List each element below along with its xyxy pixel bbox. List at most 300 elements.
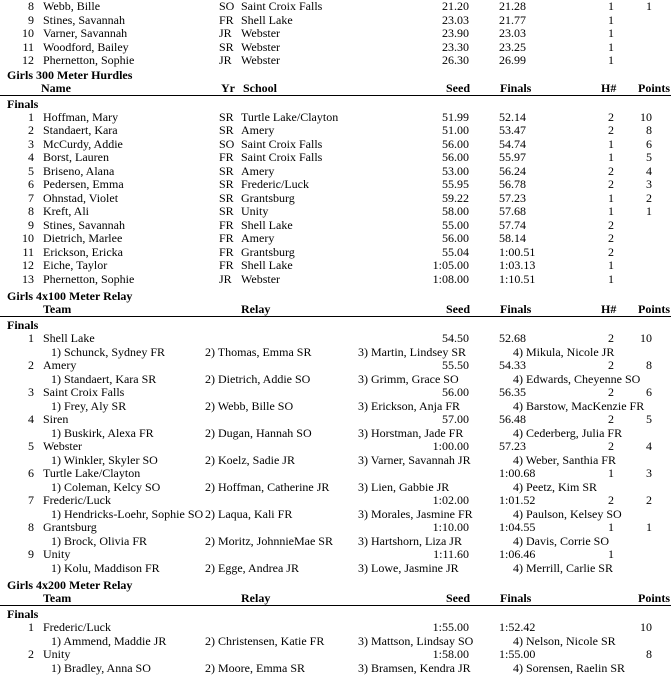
finals-time: 54.74 [499,136,526,151]
place: 8 [28,0,34,13]
team-name: Grantsburg [43,520,97,534]
finals-time: 1:04.55 [499,520,536,534]
relay-team-row [0,386,671,400]
heat-number: 1 [608,547,614,561]
seed-time: 56.00 [442,385,469,399]
place: 6 [28,466,34,480]
relay-leg-4: 4) Barstow, MacKenzie FR [513,398,645,413]
relay-leg-2: 2) Dietrich, Addie SO [205,371,311,386]
athlete-name: Hoffman, Mary [43,109,119,124]
finals-time: 1:55.00 [499,647,536,661]
relay200-results-list [0,621,671,675]
athlete-name: Briseno, Alana [43,163,115,178]
seed-time: 1:10.00 [432,520,469,534]
school-name: Saint Croix Falls [241,136,323,151]
relay-leg-4: 4) Edwards, Cheyenne SO [513,371,641,386]
team-name: Siren [43,412,69,426]
relay-leg-1: 1) Ammend, Maddie JR [51,633,167,648]
athlete-name: Pedersen, Emma [43,177,124,191]
place: 2 [28,358,34,372]
place: 7 [28,493,34,507]
place: 13 [22,271,34,286]
heat-number: 1 [608,136,614,151]
seed-time: 56.00 [442,150,469,164]
seed-time: 1:58.00 [432,647,469,661]
class-year: FR [219,244,234,259]
finals-time: 1:01.52 [499,493,536,507]
relay-leg-2: 2) Christensen, Katie FR [205,633,325,648]
relay-members-row [0,427,671,441]
result-row [0,205,671,219]
place: 9 [28,217,34,232]
heat-number: 1 [608,466,614,480]
class-year: JR [219,53,232,67]
class-year: SO [219,0,235,13]
round-label-finals: Finals [7,318,39,332]
result-row [0,165,671,179]
relay-leg-2: 2) Laqua, Kali FR [205,506,293,521]
header-name: Name [41,80,71,95]
result-row [0,259,671,273]
finals-time: 23.03 [499,26,526,40]
place: 10 [22,231,34,245]
finals-time: 52.68 [499,331,526,345]
athlete-name: Standaert, Kara [43,123,118,137]
relay-leg-2: 2) Moritz, JohnnieMae SR [205,533,333,548]
school-name: Shell Lake [241,217,293,232]
school-name: Frederic/Luck [241,177,309,191]
team-name: Webster [43,439,83,453]
seed-time: 53.00 [442,163,469,178]
header-points: Points [638,591,671,605]
relay-leg-4: 4) Mikula, Nicole JR [513,344,615,359]
relay-leg-3: 3) Horstman, Jade FR [358,425,464,440]
seed-time: 57.00 [442,412,469,426]
seed-time: 1:02.00 [432,493,469,507]
seed-time: 55.00 [442,217,469,232]
relay-leg-2: 2) Hoffman, Catherine JR [205,479,330,494]
relay-leg-1: 1) Brock, Olivia FR [51,533,147,548]
result-row [0,178,671,192]
relay100-results-list [0,332,671,575]
school-name: Amery [241,123,275,137]
relay-leg-4: 4) Cederberg, Julia FR [513,425,623,440]
relay-members-row [0,454,671,468]
class-year: FR [219,258,234,272]
header-yr: Yr [221,80,235,95]
class-year: FR [219,217,234,232]
finals-time: 56.24 [499,163,526,178]
points: 10 [640,331,652,345]
relay-leg-4: 4) Sorensen, Raelin SR [513,660,625,675]
points: 8 [646,358,652,372]
relay-leg-3: 3) Varner, Savannah JR [358,452,471,467]
finals-time: 1:10.51 [499,271,536,286]
heat-number: 2 [608,412,614,426]
seed-time: 56.00 [442,231,469,245]
section-title-4x100-relay: Girls 4x100 Meter Relay [7,289,133,303]
athlete-name: Varner, Savannah [43,26,128,40]
result-row [0,41,671,55]
school-name: Webster [241,39,281,54]
points: 10 [640,109,652,124]
finals-time: 55.97 [499,150,526,164]
relay-leg-4: 4) Weber, Santhia FR [513,452,616,467]
header-heat: H# [601,80,617,95]
seed-time: 51.00 [442,123,469,137]
header-finals: Finals [500,591,532,605]
finals-time: 56.78 [499,177,526,191]
relay-leg-1: 1) Buskirk, Alexa FR [51,425,154,440]
relay-leg-2: 2) Thomas, Emma SR [205,344,312,359]
relay-leg-3: 3) Mattson, Lindsay SO [358,633,474,648]
relay-members-row [0,535,671,549]
seed-time: 56.00 [442,136,469,151]
seed-time: 1:00.00 [432,439,469,453]
points: 10 [640,620,652,634]
place: 12 [22,258,34,272]
athlete-name: McCurdy, Addie [43,136,123,151]
result-row [0,54,671,68]
points: 6 [646,136,652,151]
finals-time: 57.23 [499,439,526,453]
place: 7 [28,190,34,205]
result-row [0,124,671,138]
finals-time: 1:03.13 [499,258,536,272]
relay-leg-3: 3) Grimm, Grace SO [358,371,459,386]
finals-time: 57.74 [499,217,526,232]
athlete-name: Kreft, Ali [43,204,89,218]
header-seed: Seed [446,591,470,605]
class-year: JR [219,271,232,286]
points: 2 [646,493,652,507]
relay-team-row [0,332,671,346]
relay-leg-1: 1) Schunck, Sydney FR [51,344,165,359]
points: 1 [646,204,652,218]
heat-number: 2 [608,493,614,507]
section-title-300-hurdles: Girls 300 Meter Hurdles [7,67,133,82]
points: 5 [646,412,652,426]
school-name: Unity [241,204,269,218]
finals-time: 52.14 [499,109,526,124]
place: 9 [28,12,34,27]
result-row [0,273,671,287]
relay-leg-4: 4) Davis, Corrie SO [513,533,609,548]
relay-team-row [0,359,671,373]
relay-team-row [0,494,671,508]
class-year: FR [219,12,234,27]
heat-number: 1 [608,258,614,272]
seed-time: 21.20 [442,0,469,13]
points: 3 [646,466,652,480]
team-name: Shell Lake [43,331,95,345]
school-name: Webster [241,271,281,286]
points: 6 [646,385,652,399]
result-row [0,219,671,233]
school-name: Saint Croix Falls [241,0,323,13]
relay100-column-headers [0,303,671,317]
header-points: Points [638,302,671,316]
relay-members-row [0,373,671,387]
heat-number: 2 [608,217,614,232]
finals-time: 23.25 [499,39,526,54]
class-year: SR [219,190,234,205]
finals-time: 57.68 [499,204,526,218]
seed-time: 59.22 [442,190,469,205]
athlete-name: Eiche, Taylor [43,258,108,272]
place: 2 [28,647,34,661]
heat-number: 1 [608,150,614,164]
school-name: Turtle Lake/Clayton [241,109,339,124]
athlete-name: Ohnstad, Violet [43,190,119,205]
header-school: School [243,80,278,95]
relay-leg-3: 3) Erickson, Anja FR [358,398,460,413]
hurdles-results-list [0,111,671,287]
seed-time: 23.03 [442,12,469,27]
class-year: SR [219,39,234,54]
athlete-name: Stines, Savannah [43,12,125,27]
result-row [0,111,671,125]
school-name: Webster [241,26,281,40]
place: 11 [22,39,34,54]
school-name: Grantsburg [241,244,295,259]
relay-leg-2: 2) Egge, Andrea JR [205,560,299,575]
relay-members-row [0,635,671,649]
team-name: Unity [43,647,71,661]
team-name: Saint Croix Falls [43,385,125,399]
seed-time: 54.50 [442,331,469,345]
athlete-name: Borst, Lauren [43,150,109,164]
header-heat: H# [601,302,617,316]
team-name: Turtle Lake/Clayton [43,466,141,480]
place: 10 [22,26,34,40]
relay-leg-1: 1) Bradley, Anna SO [51,660,151,675]
heat-number: 1 [608,39,614,54]
relay-leg-4: 4) Nelson, Nicole SR [513,633,616,648]
result-row [0,151,671,165]
seed-time: 26.30 [442,53,469,67]
relay-leg-1: 1) Frey, Aly SR [51,398,127,413]
class-year: SO [219,136,235,151]
relay-team-row [0,440,671,454]
school-name: Amery [241,231,275,245]
heat-number: 1 [608,0,614,13]
section-title-4x200-relay: Girls 4x200 Meter Relay [7,578,133,592]
points: 3 [646,177,652,191]
heat-number: 2 [608,385,614,399]
place: 5 [28,163,34,178]
place: 4 [28,412,34,426]
seed-time: 1:08.00 [432,271,469,286]
heat-number: 2 [608,109,614,124]
finals-time: 54.33 [499,358,526,372]
relay-leg-2: 2) Webb, Bille SO [205,398,294,413]
relay-leg-4: 4) Merrill, Carlie SR [513,560,613,575]
header-points: Points [638,80,671,95]
heat-number: 2 [608,177,614,191]
seed-time: 1:05.00 [432,258,469,272]
place: 5 [28,439,34,453]
relay-members-row [0,481,671,495]
class-year: JR [219,26,232,40]
seed-time: 23.30 [442,39,469,54]
points: 8 [646,123,652,137]
place: 8 [28,204,34,218]
header-relay: Relay [241,591,271,605]
points: 2 [646,190,652,205]
relay-leg-3: 3) Lien, Gabbie JR [358,479,450,494]
result-row [0,27,671,41]
place: 1 [28,109,34,124]
class-year: SR [219,163,234,178]
relay-members-row [0,662,671,676]
finals-time: 56.35 [499,385,526,399]
relay-team-row [0,521,671,535]
top-results-list [0,0,671,68]
relay-leg-4: 4) Peetz, Kim SR [513,479,597,494]
header-relay: Relay [241,302,271,316]
athlete-name: Erickson, Ericka [43,244,123,259]
finals-time: 53.47 [499,123,526,137]
place: 4 [28,150,34,164]
points: 4 [646,163,652,178]
finals-time: 1:00.68 [499,466,536,480]
relay-leg-3: 3) Lowe, Jasmine JR [358,560,459,575]
class-year: FR [219,150,234,164]
heat-number: 2 [608,331,614,345]
place: 1 [28,331,34,345]
school-name: Webster [241,53,281,67]
school-name: Grantsburg [241,190,295,205]
header-seed: Seed [446,302,470,316]
school-name: Saint Croix Falls [241,150,323,164]
result-row [0,246,671,260]
class-year: SR [219,177,234,191]
finals-time: 1:52.42 [499,620,536,634]
relay-members-row [0,562,671,576]
school-name: Shell Lake [241,12,293,27]
heat-number: 1 [608,204,614,218]
header-finals: Finals [500,302,532,316]
relay-leg-2: 2) Moore, Emma SR [205,660,305,675]
result-row [0,14,671,28]
class-year: SR [219,204,234,218]
relay-leg-3: 3) Morales, Jasmine FR [358,506,473,521]
heat-number: 1 [608,190,614,205]
finals-time: 21.28 [499,0,526,13]
athlete-name: Webb, Bille [43,0,101,13]
relay200-column-headers [0,592,671,606]
result-row [0,232,671,246]
school-name: Shell Lake [241,258,293,272]
round-label-finals: Finals [7,96,39,111]
heat-number: 1 [608,271,614,286]
team-name: Amery [43,358,77,372]
heat-number: 1 [608,520,614,534]
place: 3 [28,136,34,151]
place: 9 [28,547,34,561]
header-seed: Seed [446,80,470,95]
header-finals: Finals [500,80,532,95]
team-name: Frederic/Luck [43,620,111,634]
place: 3 [28,385,34,399]
athlete-name: Stines, Savannah [43,217,125,232]
relay-leg-1: 1) Kolu, Maddison FR [51,560,160,575]
heat-number: 1 [608,12,614,27]
relay-members-row [0,346,671,360]
school-name: Amery [241,163,275,178]
relay-members-row [0,508,671,522]
points: 8 [646,647,652,661]
athlete-name: Phernetton, Sophie [43,53,135,67]
finals-time: 21.77 [499,12,526,27]
relay-leg-3: 3) Martin, Lindsey SR [358,344,466,359]
team-name: Unity [43,547,71,561]
points: 4 [646,439,652,453]
relay-team-row [0,467,671,481]
seed-time: 55.04 [442,244,469,259]
place: 2 [28,123,34,137]
place: 12 [22,53,34,67]
points: 5 [646,150,652,164]
header-team: Team [43,591,72,605]
seed-time: 23.90 [442,26,469,40]
athlete-name: Phernetton, Sophie [43,271,135,286]
place: 6 [28,177,34,191]
relay-leg-1: 1) Winkler, Skyler SO [51,452,158,467]
seed-time: 55.50 [442,358,469,372]
seed-time: 1:55.00 [432,620,469,634]
class-year: SR [219,109,234,124]
finals-time: 58.14 [499,231,526,245]
heat-number: 2 [608,163,614,178]
seed-time: 51.99 [442,109,469,124]
class-year: SR [219,123,234,137]
team-name: Frederic/Luck [43,493,111,507]
finals-time: 26.99 [499,53,526,67]
result-row [0,192,671,206]
athlete-name: Woodford, Bailey [43,39,129,54]
finals-time: 1:00.51 [499,244,536,259]
round-label-finals: Finals [7,607,39,621]
finals-time: 1:06.46 [499,547,536,561]
relay-leg-3: 3) Hartshorn, Liza JR [358,533,462,548]
relay-leg-2: 2) Dugan, Hannah SO [205,425,312,440]
heat-number: 2 [608,123,614,137]
relay-members-row [0,400,671,414]
relay-leg-1: 1) Coleman, Kelcy SO [51,479,161,494]
relay-leg-4: 4) Paulson, Kelsey SO [513,506,622,521]
result-row [0,138,671,152]
place: 8 [28,520,34,534]
class-year: FR [219,231,234,245]
finals-time: 57.23 [499,190,526,205]
points: 1 [646,0,652,13]
relay-team-row [0,548,671,562]
result-row [0,0,671,14]
header-team: Team [43,302,72,316]
relay-team-row [0,648,671,662]
relay-leg-1: 1) Standaert, Kara SR [51,371,157,386]
seed-time: 1:11.60 [433,547,469,561]
relay-team-row [0,413,671,427]
heat-number: 2 [608,358,614,372]
heat-number: 1 [608,26,614,40]
heat-number: 2 [608,231,614,245]
finals-time: 56.48 [499,412,526,426]
relay-leg-1: 1) Hendricks-Loehr, Sophie SO [51,506,204,521]
relay-team-row [0,621,671,635]
